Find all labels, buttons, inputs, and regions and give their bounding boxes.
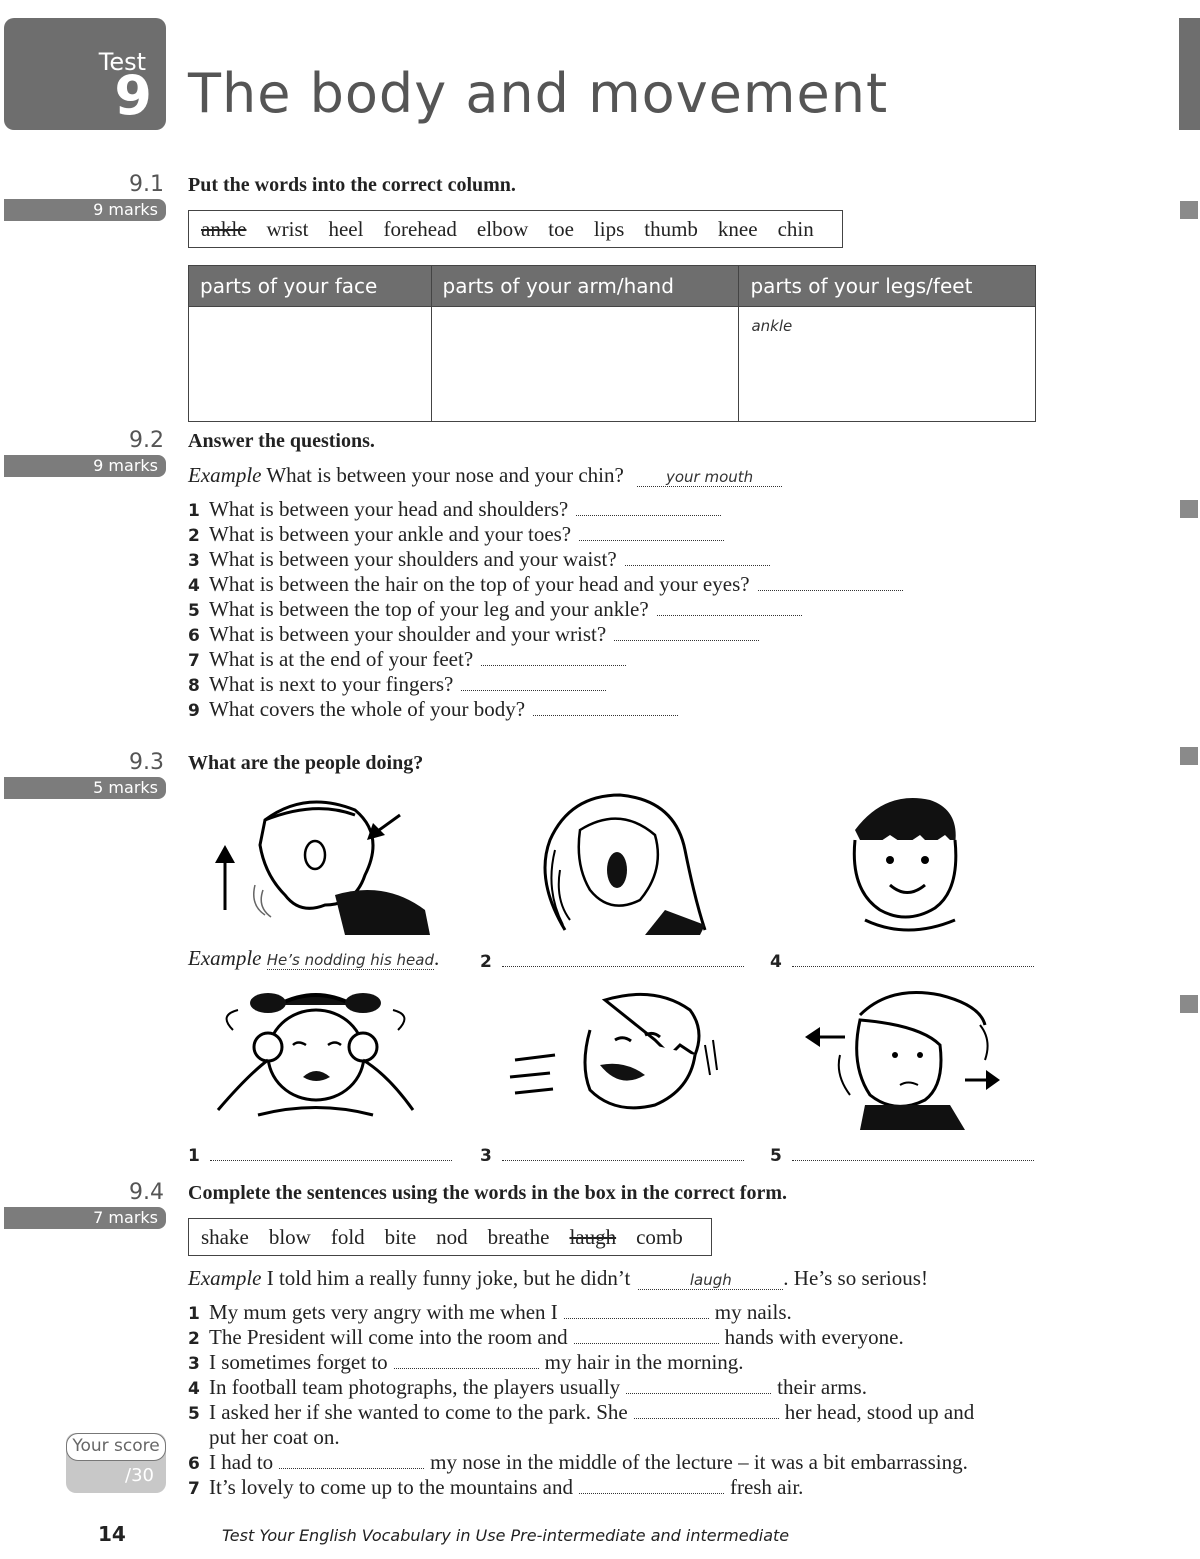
word: laugh: [569, 1224, 617, 1249]
word: wrist: [266, 216, 309, 241]
question-row: 3 What is between your shoulders and your waist?: [188, 547, 770, 572]
answer-line[interactable]: [579, 526, 724, 541]
score-box: [66, 1433, 166, 1493]
answer-line[interactable]: [279, 1454, 424, 1469]
section-instruction: What are the people doing?: [188, 752, 424, 774]
word: heel: [328, 216, 364, 241]
laughing-illustration: [505, 985, 720, 1125]
word: shake: [201, 1224, 249, 1249]
answer-cell[interactable]: [431, 307, 739, 422]
sentence-row: 4 In football team photographs, the players usually their arms.: [188, 1375, 867, 1399]
section-instruction: Complete the sentences using the words in the box in the correct form.: [188, 1182, 787, 1204]
word: lips: [593, 216, 625, 241]
question-row: 7 What is at the end of your feet?: [188, 647, 626, 672]
answer-line[interactable]: [394, 1354, 539, 1369]
smiling-illustration: [835, 790, 980, 935]
nodding-illustration: [205, 795, 440, 940]
column-header: parts of your legs/feet: [739, 266, 1036, 307]
word-box: [188, 1218, 712, 1256]
section-number: 9.2: [129, 428, 164, 453]
picture-caption: 2: [480, 948, 744, 973]
handwritten-answer: He’s nodding his head: [266, 951, 434, 969]
question-row: 1 What is between your head and shoulders?: [188, 497, 721, 522]
section-instruction: Answer the questions.: [188, 430, 375, 452]
section-number: 9.1: [129, 172, 164, 197]
sentence-continuation: put her coat on.: [209, 1425, 340, 1449]
picture-caption: 3: [480, 1142, 744, 1167]
answer-line[interactable]: [579, 1479, 724, 1494]
test-badge: [4, 18, 166, 130]
question-row: 6 What is between your shoulder and your wrist?: [188, 622, 759, 647]
answer-line[interactable]: [657, 601, 802, 616]
answer-line[interactable]: [502, 1148, 744, 1161]
handwritten-answer: your mouth: [637, 468, 782, 487]
edge-marker: [1180, 995, 1198, 1013]
score-value: /30: [125, 1465, 154, 1486]
edge-marker: [1180, 747, 1198, 765]
question-row: 2 What is between your ankle and your toes?: [188, 522, 724, 547]
edge-tab: [1179, 18, 1200, 130]
section-number: 9.4: [129, 1180, 164, 1205]
word: breathe: [487, 1224, 550, 1249]
example-label: Example: [188, 463, 262, 487]
picture-caption: Example He’s nodding his head.: [188, 946, 440, 970]
answer-cell[interactable]: [739, 307, 1036, 422]
answer-line[interactable]: [576, 501, 721, 516]
section-instruction: Put the words into the correct column.: [188, 174, 516, 196]
sentence-row: 2 The President will come into the room and hands with everyone.: [188, 1325, 904, 1349]
question-row: 5 What is between the top of your leg and your ankle?: [188, 597, 802, 622]
word: blow: [268, 1224, 311, 1249]
answer-line[interactable]: [792, 1148, 1034, 1161]
marks-badge: 9 marks: [4, 455, 166, 477]
sentence-row: 6 I had to my nose in the middle of the lecture – it was a bit embarrassing.: [188, 1450, 968, 1474]
question-row: 4 What is between the hair on the top of your head and your eyes?: [188, 572, 903, 597]
handwritten-answer: ankle: [751, 317, 793, 335]
answer-line[interactable]: [564, 1304, 709, 1319]
answer-line[interactable]: [626, 1379, 771, 1394]
test-number: 9: [114, 64, 152, 127]
answer-line[interactable]: [758, 576, 903, 591]
sorting-table: [188, 265, 1036, 422]
word: fold: [330, 1224, 365, 1249]
sentence-row: 3 I sometimes forget to my hair in the morning.: [188, 1350, 744, 1374]
answer-line[interactable]: [502, 954, 744, 967]
word: thumb: [644, 216, 698, 241]
answer-line[interactable]: [461, 676, 606, 691]
question-row: 9 What covers the whole of your body?: [188, 697, 678, 722]
edge-marker: [1180, 500, 1198, 518]
example-question: What is between your nose and your chin?: [266, 463, 624, 487]
marks-badge: 7 marks: [4, 1207, 166, 1229]
answer-line[interactable]: [533, 701, 678, 716]
page-number: 14: [98, 1522, 126, 1546]
answer-cell[interactable]: [189, 307, 432, 422]
marks-badge: 5 marks: [4, 777, 166, 799]
marks-badge: 9 marks: [4, 199, 166, 221]
answer-line[interactable]: [481, 651, 626, 666]
word: bite: [384, 1224, 417, 1249]
shaking-head-illustration: [800, 985, 1015, 1130]
column-header: parts of your arm/hand: [431, 266, 739, 307]
sentence-row: 7 It’s lovely to come up to the mountains and fresh air.: [188, 1475, 804, 1499]
page-title: The body and movement: [188, 62, 889, 125]
column-header: parts of your face: [189, 266, 432, 307]
example-row: Example I told him a really funny joke, but he didn’t laugh . He’s so serious!: [188, 1266, 928, 1290]
word: chin: [777, 216, 814, 241]
book-title: Test Your English Vocabulary in Use Pre-intermediate and intermediate: [222, 1526, 790, 1545]
picture-caption: 4: [770, 948, 1034, 973]
example-row: [188, 463, 782, 488]
answer-line[interactable]: [634, 1404, 779, 1419]
answer-line[interactable]: [574, 1329, 719, 1344]
word: elbow: [476, 216, 529, 241]
yawning-illustration: [525, 790, 715, 935]
sentence-row: 1 My mum gets very angry with me when I my nails.: [188, 1300, 792, 1324]
word: knee: [717, 216, 758, 241]
answer-line[interactable]: [625, 551, 770, 566]
answer-line[interactable]: [210, 1148, 452, 1161]
section-number: 9.3: [129, 750, 164, 775]
answer-line[interactable]: [614, 626, 759, 641]
handwritten-answer: laugh: [638, 1271, 783, 1290]
word: ankle: [201, 216, 247, 241]
answer-line[interactable]: [792, 954, 1034, 967]
word: forehead: [383, 216, 457, 241]
picture-caption: 1: [188, 1142, 452, 1167]
word: toe: [548, 216, 574, 241]
edge-marker: [1180, 201, 1198, 219]
question-row: 8 What is next to your fingers?: [188, 672, 606, 697]
example-label: Example: [188, 946, 262, 970]
score-label: Your score: [66, 1433, 166, 1461]
crying-illustration: [198, 985, 433, 1125]
word: nod: [436, 1224, 468, 1249]
test-label: Test: [98, 48, 146, 76]
word: comb: [636, 1224, 683, 1249]
picture-caption: 5: [770, 1142, 1034, 1167]
word-box: [188, 210, 843, 248]
sentence-row: 5 I asked her if she wanted to come to the park. She her head, stood up and: [188, 1400, 975, 1424]
